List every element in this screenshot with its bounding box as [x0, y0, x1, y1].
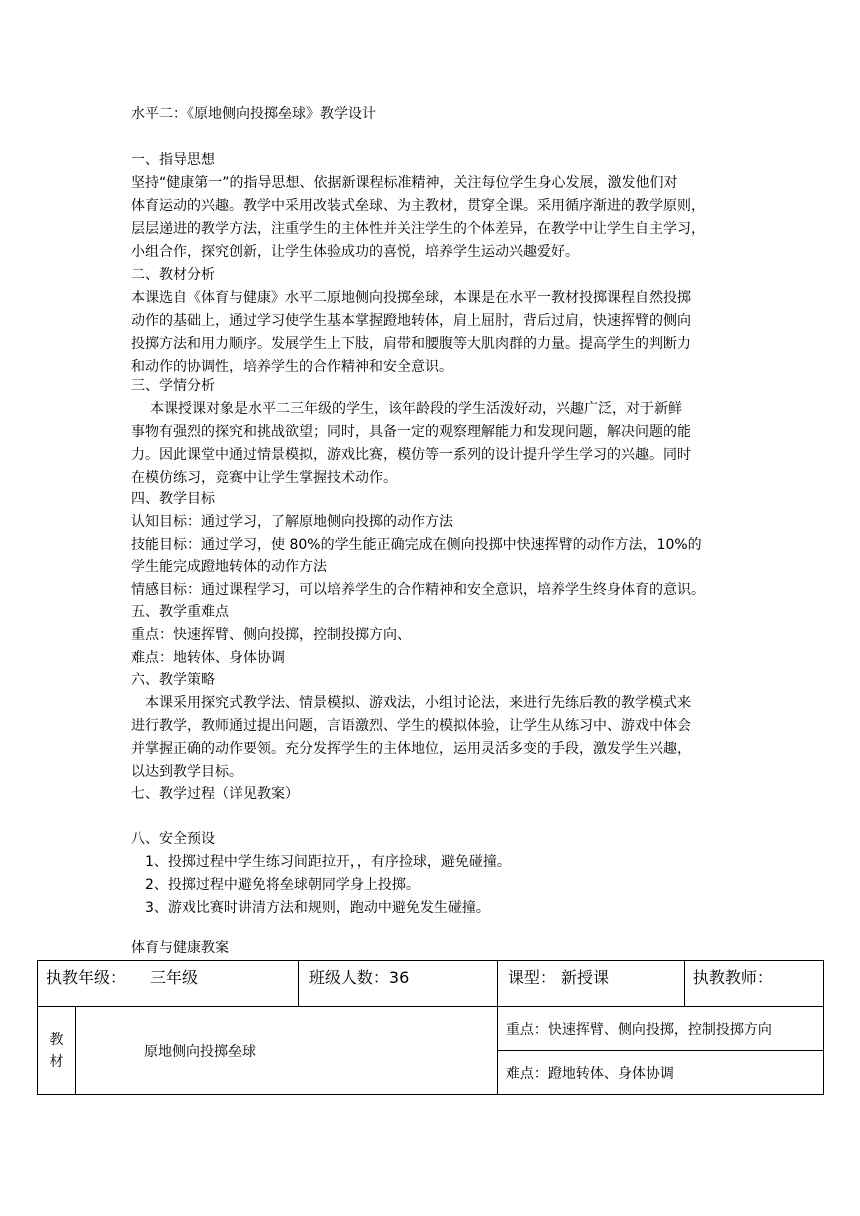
section-6-line: 本课采用探究式教学法、情景模拟、游戏法，小组讨论法，来进行先练后教的教学模式来: [145, 695, 691, 711]
section-4-line: 情感目标：通过课程学习，可以培养学生的合作精神和安全意识，培养学生终身体育的意识。: [131, 582, 705, 598]
difficulty-cell: [497, 1051, 823, 1095]
lesson-type-cell: [497, 961, 684, 1007]
section-2-line: 投掷方法和用力顺序。发展学生上下肢，肩带和腰腹等大肌肉群的力量。提高学生的判断力: [131, 336, 691, 352]
section-6-line: 以达到教学目标。: [131, 764, 243, 780]
teacher-cell: [684, 961, 823, 1007]
section-1-heading: 一、指导思想: [131, 152, 215, 168]
section-7-heading: 七、教学过程（详见教案）: [131, 786, 299, 802]
material-name-cell: [76, 1007, 498, 1095]
section-1-line: 体育运动的兴趣。教学中采用改装式垒球、为主教材，贯穿全课。采用循序渐进的教学原则，: [131, 198, 705, 214]
document-title: 水平二：《原地侧向投掷垒球》教学设计: [131, 106, 376, 122]
grade-label: 执教年级：: [46, 968, 127, 987]
section-4-heading: 四、教学目标: [131, 491, 215, 507]
table-caption: 体育与健康教案: [131, 940, 229, 956]
section-3-line: 本课授课对象是水平二三年级的学生，该年龄段的学生活泼好动，兴趣广泛，对于新鲜: [150, 401, 682, 417]
section-1-line: 小组合作，探究创新，让学生体验成功的喜悦，培养学生运动兴趣爱好。: [131, 244, 579, 260]
section-3-line: 在模仿练习，竞赛中让学生掌握技术动作。: [131, 470, 397, 486]
teacher-label: 执教教师：: [692, 968, 773, 987]
section-2-heading: 二、教材分析: [131, 267, 215, 283]
section-1-line: 层层递进的教学方法，注重学生的主体性并关注学生的个体差异，在教学中让学生自主学习，: [131, 221, 705, 237]
safety-item: 2、投掷过程中避免将垒球朝同学身上投掷。: [145, 877, 420, 893]
section-3-line: 事物有强烈的探究和挑战欲望；同时，具备一定的观察理解能力和发现问题，解决问题的能: [131, 424, 691, 440]
safety-item: 1、投掷过程中学生练习间距拉开，，有序捡球，避免碰撞。: [145, 854, 511, 870]
section-4-line: 学生能完成蹬地转体的动作方法: [131, 559, 327, 575]
section-3-heading: 三、学情分析: [131, 378, 215, 394]
material-label-char: 教: [49, 1031, 64, 1048]
class-size: 班级人数：36: [308, 968, 410, 987]
section-1-line: 坚持“健康第一”的指导思想、依据新课程标准精神，关注每位学生身心发展，激发他们对: [131, 175, 678, 191]
material-label-cell: [38, 1007, 76, 1095]
material-name: 原地侧向投掷垒球: [144, 1044, 256, 1060]
grade-value: 三年级: [150, 968, 199, 987]
class-size-cell: [298, 961, 497, 1007]
section-2-line: 和动作的协调性，培养学生的合作精神和安全意识。: [131, 359, 453, 375]
section-8-heading: 八、安全预设: [131, 831, 215, 847]
section-6-heading: 六、教学策略: [131, 672, 215, 688]
key-point: 重点：快速挥臂、侧向投掷，控制投掷方向: [505, 1021, 772, 1038]
section-4-line: 认知目标：通过学习，了解原地侧向投掷的动作方法: [131, 514, 453, 530]
section-2-line: 本课选自《体育与健康》水平二原地侧向投掷垒球，本课是在水平一教材投掷课程自然投掷: [131, 290, 691, 306]
section-5-line: 重点：快速挥臂、侧向投掷，控制投掷方向、: [131, 627, 411, 643]
section-5-line: 难点：地转体、身体协调: [131, 650, 285, 666]
section-2-line: 动作的基础上，通过学习使学生基本掌握蹬地转体，肩上屈肘，背后过肩，快速挥臂的侧向: [131, 313, 691, 329]
section-6-line: 进行教学，教师通过提出问题，言语激烈、学生的模拟体验，让学生从练习中、游戏中体会: [131, 718, 691, 734]
key-point-cell: [497, 1007, 823, 1051]
material-label-char: 材: [49, 1053, 64, 1070]
difficulty: 难点：蹬地转体、身体协调: [505, 1065, 674, 1082]
lesson-plan-table: [37, 960, 824, 1095]
lesson-type: 课型： 新授课: [507, 968, 609, 987]
grade-cell: [38, 961, 299, 1007]
section-6-line: 并掌握正确的动作要领。充分发挥学生的主体地位，运用灵活多变的手段，激发学生兴趣，: [131, 741, 691, 757]
safety-item: 3、游戏比赛时讲清方法和规则，跑动中避免发生碰撞。: [145, 900, 490, 916]
section-3-line: 力。因此课堂中通过情景模拟，游戏比赛，模仿等一系列的设计提升学生学习的兴趣。同时: [131, 447, 691, 463]
section-5-heading: 五、教学重难点: [131, 604, 229, 620]
section-4-line: 技能目标：通过学习，使 80%的学生能正确完成在侧向投掷中快速挥臂的动作方法，10%的: [131, 537, 702, 553]
